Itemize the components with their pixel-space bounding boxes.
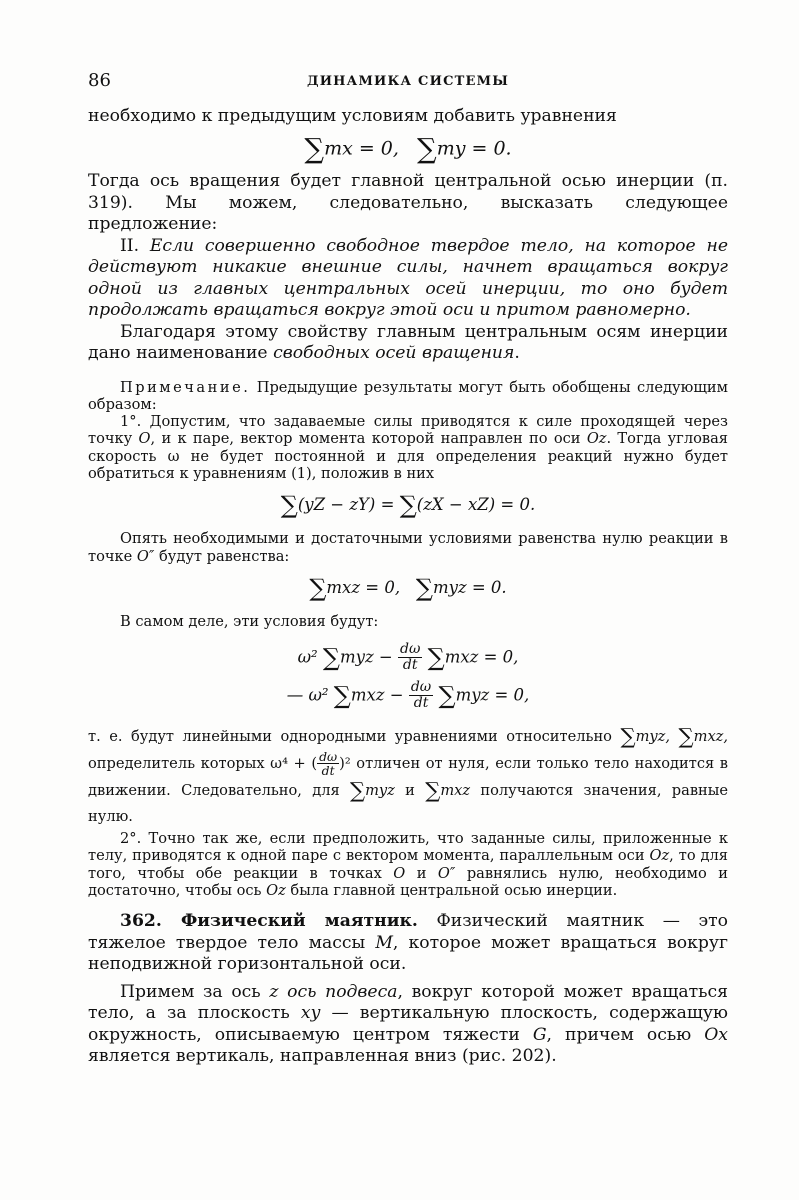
axis-Ox: Ox <box>704 1024 728 1045</box>
sum-symbol: ∑ <box>399 491 417 520</box>
sum-symbol: ∑ <box>309 573 327 602</box>
text: Опять необходимыми и достаточными условиями равенства нулю реакции в точке <box>88 530 728 565</box>
text: и <box>416 864 427 882</box>
formula-part: mxz, <box>693 727 729 745</box>
term-suspension-axis: ось подвеса <box>287 981 398 1002</box>
sum-symbol: ∑ <box>620 723 636 749</box>
formula-part: (yZ − zY) = <box>297 495 395 515</box>
sum-symbol: ∑ <box>280 491 298 520</box>
proposition-number: II. <box>120 235 140 256</box>
formula-part: mxz <box>440 782 471 800</box>
page-number: 86 <box>88 70 111 91</box>
spacer <box>88 899 728 911</box>
text: была главной центральной осью инерции. <box>290 881 618 899</box>
sum-symbol: ∑ <box>425 777 441 803</box>
point-O2: O″ <box>437 864 456 882</box>
fraction-domega-dt <box>409 680 433 712</box>
sum-symbol: ∑ <box>415 573 433 602</box>
sum-symbol: ∑ <box>349 777 366 803</box>
formula-part: (zX − xZ) = 0. <box>416 495 536 515</box>
section-title: 362. Физический маятник. <box>120 911 418 932</box>
mass-M: M <box>375 932 393 953</box>
fraction-domega-dt <box>398 642 422 674</box>
paragraph-last <box>88 982 728 1068</box>
formula-sum-mxz-myz <box>88 573 728 602</box>
page-header <box>88 66 728 106</box>
formula-sum-mx-my <box>88 132 728 165</box>
text: отличен от нуля, если только тело находится в движении. Следовательно, для <box>88 754 729 800</box>
note-item-2 <box>88 830 728 899</box>
note-item-1 <box>88 413 728 482</box>
omega-squared: — ω² <box>286 685 329 705</box>
fraction-denominator: dt <box>402 657 418 674</box>
note-label: Примечание. <box>120 378 251 396</box>
formula-part: mxz = 0, <box>444 647 519 667</box>
formula-part: myz − <box>339 647 393 667</box>
proposition-text: Если совершенно свободное твердое тело, на которое не действуют никакие внешние силы, начнет вращаться вокруг одной из главных центральных осей инерции, то оно будет продолжать вращаться вокруг этой оси и притом равномерно. <box>88 235 728 321</box>
spacer <box>88 365 728 379</box>
fraction-domega-dt <box>317 750 339 778</box>
text: Примем за ось <box>120 981 261 1002</box>
paragraph-2: Тогда ось вращения будет главной центральной осью инерции (п. 319). Мы можем, следовательно, высказать следующее предложение: <box>88 171 728 235</box>
axis-Oz: Oz <box>649 847 670 865</box>
text: 2°. Точно так же, если предположить, что заданные силы, приложенные к телу, приводятся к одной паре с вектором момента, параллельным оси <box>88 830 728 865</box>
squared-fraction: ( $\frac{d\omega}{dt}$ )² <box>311 748 351 779</box>
text: , вокруг которой может вращаться тело, а за плоскость <box>88 981 728 1024</box>
text: и <box>405 782 415 800</box>
text: получаются значения, равные нулю. <box>88 782 729 826</box>
fraction-denominator: dt <box>321 763 335 779</box>
sum-symbol: ∑ <box>333 681 351 710</box>
paragraph-3 <box>88 322 728 365</box>
note-paragraph-indeed: В самом деле, эти условия будут: <box>120 612 379 630</box>
formula-part: mxz = 0, <box>326 577 401 597</box>
formula-part: myz <box>365 782 395 800</box>
note-intro-text: Предыдущие результаты могут быть обобщены следующим образом: <box>88 378 728 413</box>
point-O: O <box>138 430 151 448</box>
text: , и к паре, вектор момента которой направлен по оси <box>150 430 581 448</box>
paragraph-3-text: Благодаря этому свойству главным центральным осям инерции дано наименование <box>88 321 728 364</box>
text: 1°. Допустим, что задаваемые силы приводятся к силе проходящей через точку <box>88 413 728 448</box>
note-paragraph-ie <box>88 724 728 830</box>
formula-sum-moments <box>88 491 728 520</box>
punct: . <box>514 343 520 364</box>
text: будут равенства: <box>158 547 290 565</box>
text: — вертикальную плоскость, содержащую окружность, описываемую центром тяжести <box>88 1003 728 1045</box>
text: равнялись нулю, необходимо и достаточно, чтобы ось <box>88 864 728 899</box>
sum-symbol: ∑ <box>322 643 340 672</box>
sum-symbol: ∑ <box>427 643 445 672</box>
sum-symbol: ∑ <box>304 132 325 165</box>
fraction-numerator: dω <box>410 678 432 695</box>
fraction-denominator: dt <box>413 695 429 712</box>
text: Физический маятник — это тяжелое твердое тело массы <box>88 911 728 953</box>
point-O: O <box>393 864 406 882</box>
text: , причем осью <box>546 1024 692 1045</box>
text: т. е. будут линейными однородными уравнениями относительно <box>88 727 612 745</box>
axis-Oz: Oz <box>586 430 607 448</box>
paragraph-1: необходимо к предыдущим условиям добавить уравнения <box>88 106 617 126</box>
page <box>88 66 728 1068</box>
text: определитель которых ω⁴ + <box>88 754 306 772</box>
term-free-axes: свободных осей вращения <box>273 343 515 364</box>
plane-xy: xy <box>300 1003 321 1024</box>
formula-part: myz = 0. <box>432 577 507 597</box>
text: , то для того, чтобы обе реакции в точках <box>88 847 728 882</box>
running-head: ДИНАМИКА СИСТЕМЫ <box>306 74 510 89</box>
text: , которое может вращаться вокруг неподвижной горизонтальной оси. <box>88 932 728 975</box>
axis-Oz: Oz <box>266 881 286 899</box>
axis-z: z <box>269 981 279 1002</box>
point-O2: O″ <box>136 547 155 565</box>
fraction-numerator: dω <box>399 641 421 658</box>
omega-squared: ω² <box>297 647 318 667</box>
text: является вертикаль, направленная вниз (рис. 202). <box>88 1046 557 1067</box>
formula-equation-1 <box>88 642 728 674</box>
center-G: G <box>532 1024 547 1045</box>
formula-part: myz = 0, <box>455 685 530 705</box>
sum-symbol: ∑ <box>678 723 694 749</box>
text: . Тогда угловая скорость ω не будет постоянной и для определения реакций нужно будет обратиться к уравнениям (1), положив в них <box>88 430 728 483</box>
formula-part: mxz − <box>350 685 404 705</box>
note-intro <box>88 379 728 414</box>
note-paragraph-reactions <box>88 530 728 565</box>
fraction-numerator: dω <box>319 748 338 764</box>
sum-symbol: ∑ <box>438 681 456 710</box>
section-362 <box>88 911 728 976</box>
proposition-2 <box>88 236 728 322</box>
sum-symbol: ∑ <box>417 132 437 165</box>
formula-part: mx = 0, <box>324 137 399 160</box>
formula-part: my = 0. <box>436 137 512 160</box>
formula-equation-2 <box>88 680 728 712</box>
formula-part: myz, <box>635 727 670 745</box>
